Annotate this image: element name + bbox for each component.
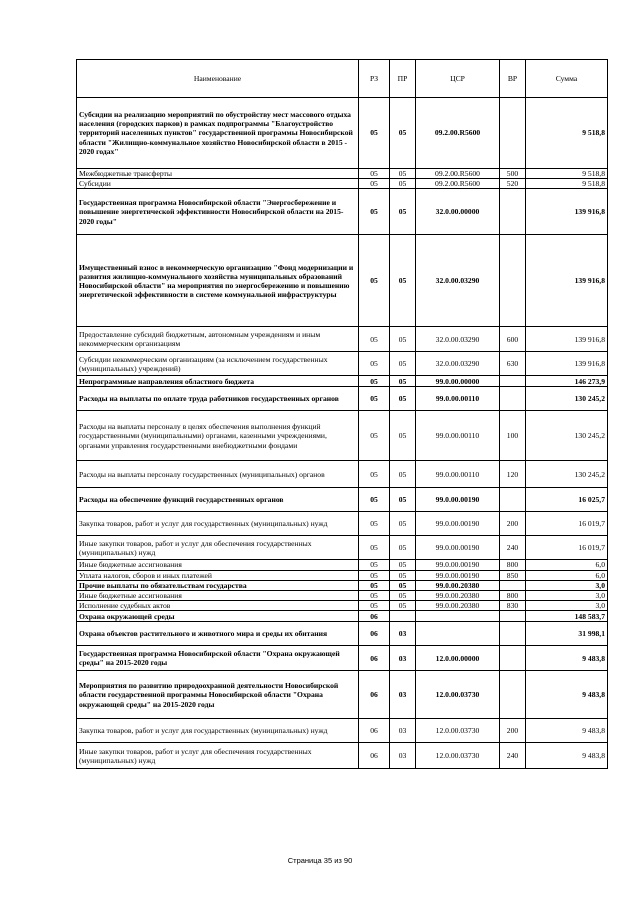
cell-csr: 32.0.00.03290 xyxy=(416,327,500,352)
cell-csr: 12.0.00.03730 xyxy=(416,743,500,769)
cell-csr: 99.0.00.00190 xyxy=(416,560,500,570)
cell-sum: 3,0 xyxy=(526,601,608,611)
table-row xyxy=(77,169,608,179)
cell-sum: 9 483,8 xyxy=(526,719,608,743)
cell-rz: 05 xyxy=(359,591,390,601)
header-pr: ПР xyxy=(390,60,416,98)
cell-sum: 9 518,8 xyxy=(526,179,608,189)
cell-name: Субсидии xyxy=(77,179,359,189)
table-row xyxy=(77,719,608,743)
cell-vr: 830 xyxy=(500,601,526,611)
cell-csr: 32.0.00.03290 xyxy=(416,235,500,327)
cell-name: Расходы на обеспечение функций государственных органов xyxy=(77,488,359,512)
cell-csr xyxy=(416,611,500,622)
table-row xyxy=(77,488,608,512)
cell-rz: 05 xyxy=(359,387,390,411)
cell-rz: 05 xyxy=(359,601,390,611)
cell-vr xyxy=(500,488,526,512)
cell-pr xyxy=(390,611,416,622)
cell-csr: 09.2.00.R5600 xyxy=(416,179,500,189)
cell-name: Субсидии на реализацию мероприятий по обустройству мест массового отдыха населения (городских парков) в рамках подпрограммы "Благоустройство территорий населенных пунктов" государственной программы Новосибирской области "Жилищно-коммунальное хозяйство Новосибирской области в 2015 - 2020 годах" xyxy=(77,98,359,169)
cell-csr: 99.0.00.00110 xyxy=(416,411,500,461)
cell-sum: 148 583,7 xyxy=(526,611,608,622)
table-body xyxy=(77,98,608,769)
cell-rz: 06 xyxy=(359,646,390,671)
cell-vr: 200 xyxy=(500,512,526,536)
table-row xyxy=(77,570,608,580)
cell-sum: 6,0 xyxy=(526,560,608,570)
table-row xyxy=(77,591,608,601)
table-row xyxy=(77,512,608,536)
budget-table xyxy=(76,59,608,769)
cell-sum: 6,0 xyxy=(526,570,608,580)
cell-sum: 31 998,1 xyxy=(526,622,608,646)
cell-sum: 9 518,8 xyxy=(526,169,608,179)
cell-pr: 05 xyxy=(390,169,416,179)
cell-pr: 05 xyxy=(390,327,416,352)
cell-rz: 05 xyxy=(359,352,390,376)
cell-vr xyxy=(500,622,526,646)
cell-vr xyxy=(500,646,526,671)
cell-csr: 09.2.00.R5600 xyxy=(416,169,500,179)
cell-vr xyxy=(500,387,526,411)
cell-name: Государственная программа Новосибирской области "Охрана окружающей среды" на 2015-2020 годы xyxy=(77,646,359,671)
table-row xyxy=(77,743,608,769)
cell-rz: 06 xyxy=(359,671,390,719)
cell-rz: 05 xyxy=(359,461,390,488)
cell-rz: 05 xyxy=(359,488,390,512)
cell-pr: 05 xyxy=(390,536,416,560)
header-sum: Сумма xyxy=(526,60,608,98)
cell-name: Иные бюджетные ассигнования xyxy=(77,560,359,570)
cell-vr xyxy=(500,671,526,719)
table-row xyxy=(77,671,608,719)
cell-pr: 05 xyxy=(390,570,416,580)
cell-vr: 500 xyxy=(500,169,526,179)
cell-pr: 05 xyxy=(390,580,416,590)
cell-rz: 05 xyxy=(359,411,390,461)
cell-pr: 03 xyxy=(390,622,416,646)
table-row xyxy=(77,327,608,352)
cell-csr: 99.0.00.00110 xyxy=(416,387,500,411)
cell-csr: 99.0.00.00110 xyxy=(416,461,500,488)
cell-vr: 100 xyxy=(500,411,526,461)
cell-sum: 16 019,7 xyxy=(526,512,608,536)
cell-name: Иные бюджетные ассигнования xyxy=(77,591,359,601)
table-row xyxy=(77,601,608,611)
cell-sum: 139 916,8 xyxy=(526,327,608,352)
cell-vr: 630 xyxy=(500,352,526,376)
table-header-row xyxy=(77,60,608,98)
cell-vr xyxy=(500,235,526,327)
cell-sum: 9 518,8 xyxy=(526,98,608,169)
header-csr: ЦСР xyxy=(416,60,500,98)
cell-csr: 99.0.00.20380 xyxy=(416,580,500,590)
cell-pr: 03 xyxy=(390,671,416,719)
cell-pr: 03 xyxy=(390,743,416,769)
cell-vr xyxy=(500,580,526,590)
cell-name: Иные закупки товаров, работ и услуг для обеспечения государственных (муниципальных) нужд xyxy=(77,536,359,560)
cell-name: Расходы на выплаты персоналу в целях обеспечения выполнения функций государственными (муниципальными) органами, казенными учреждениями, органами управления государственными внебюджетными фондами xyxy=(77,411,359,461)
cell-csr: 12.0.00.03730 xyxy=(416,671,500,719)
cell-rz: 06 xyxy=(359,743,390,769)
cell-name: Исполнение судебных актов xyxy=(77,601,359,611)
cell-csr: 99.0.00.20380 xyxy=(416,591,500,601)
table-row xyxy=(77,646,608,671)
cell-sum: 9 483,8 xyxy=(526,671,608,719)
cell-vr xyxy=(500,611,526,622)
cell-csr: 32.0.00.00000 xyxy=(416,189,500,235)
cell-name: Расходы на выплаты персоналу государственных (муниципальных) органов xyxy=(77,461,359,488)
cell-pr: 05 xyxy=(390,352,416,376)
cell-sum: 9 483,8 xyxy=(526,743,608,769)
cell-pr: 05 xyxy=(390,235,416,327)
cell-sum: 16 025,7 xyxy=(526,488,608,512)
cell-rz: 05 xyxy=(359,536,390,560)
cell-pr: 05 xyxy=(390,560,416,570)
cell-rz: 05 xyxy=(359,189,390,235)
header-vr: ВР xyxy=(500,60,526,98)
cell-pr: 05 xyxy=(390,376,416,387)
cell-sum: 3,0 xyxy=(526,580,608,590)
cell-pr: 05 xyxy=(390,179,416,189)
table-row xyxy=(77,387,608,411)
table-row xyxy=(77,580,608,590)
cell-sum: 130 245,2 xyxy=(526,411,608,461)
cell-csr: 32.0.00.03290 xyxy=(416,352,500,376)
cell-rz: 06 xyxy=(359,622,390,646)
cell-rz: 06 xyxy=(359,611,390,622)
cell-csr: 09.2.00.R5600 xyxy=(416,98,500,169)
table-row xyxy=(77,622,608,646)
cell-vr xyxy=(500,189,526,235)
cell-csr: 99.0.00.00190 xyxy=(416,536,500,560)
cell-rz: 05 xyxy=(359,376,390,387)
cell-name: Охрана объектов растительного и животного мира и среды их обитания xyxy=(77,622,359,646)
cell-name: Уплата налогов, сборов и иных платежей xyxy=(77,570,359,580)
cell-pr: 05 xyxy=(390,512,416,536)
table-row xyxy=(77,376,608,387)
table-row xyxy=(77,560,608,570)
cell-name: Охрана окружающей среды xyxy=(77,611,359,622)
cell-name: Иные закупки товаров, работ и услуг для обеспечения государственных (муниципальных) нужд xyxy=(77,743,359,769)
cell-name: Государственная программа Новосибирской области "Энергосбережение и повышение энергетической эффективности Новосибирской области на 2015- 2020 годы" xyxy=(77,189,359,235)
table-row xyxy=(77,536,608,560)
cell-name: Закупка товаров, работ и услуг для государственных (муниципальных) нужд xyxy=(77,719,359,743)
cell-vr: 240 xyxy=(500,536,526,560)
cell-csr: 99.0.00.00000 xyxy=(416,376,500,387)
cell-sum: 139 916,8 xyxy=(526,189,608,235)
cell-vr: 240 xyxy=(500,743,526,769)
cell-pr: 05 xyxy=(390,98,416,169)
cell-name: Мероприятия по развитию природоохранной деятельности Новосибирской области государственной программы Новосибирской области "Охрана окружающей среды" на 2015-2020 годы xyxy=(77,671,359,719)
cell-rz: 05 xyxy=(359,235,390,327)
page-number: Страница 35 из 90 xyxy=(287,856,353,865)
cell-pr: 03 xyxy=(390,719,416,743)
table-row xyxy=(77,611,608,622)
cell-name: Субсидии некоммерческим организациям (за исключением государственных (муниципальных) учреждений) xyxy=(77,352,359,376)
cell-vr: 120 xyxy=(500,461,526,488)
cell-name: Закупка товаров, работ и услуг для государственных (муниципальных) нужд xyxy=(77,512,359,536)
cell-rz: 05 xyxy=(359,580,390,590)
cell-sum: 139 916,8 xyxy=(526,235,608,327)
cell-pr: 05 xyxy=(390,461,416,488)
cell-vr: 850 xyxy=(500,570,526,580)
cell-sum: 130 245,2 xyxy=(526,461,608,488)
cell-csr: 99.0.00.00190 xyxy=(416,570,500,580)
cell-csr: 12.0.00.00000 xyxy=(416,646,500,671)
cell-rz: 05 xyxy=(359,560,390,570)
cell-name: Межбюджетные трансферты xyxy=(77,169,359,179)
cell-csr xyxy=(416,622,500,646)
cell-sum: 16 019,7 xyxy=(526,536,608,560)
header-name: Наименование xyxy=(77,60,359,98)
cell-rz: 05 xyxy=(359,327,390,352)
cell-pr: 05 xyxy=(390,488,416,512)
table-row xyxy=(77,411,608,461)
cell-rz: 05 xyxy=(359,169,390,179)
cell-rz: 05 xyxy=(359,179,390,189)
cell-pr: 05 xyxy=(390,411,416,461)
table-row xyxy=(77,189,608,235)
cell-sum: 139 916,8 xyxy=(526,352,608,376)
cell-rz: 05 xyxy=(359,98,390,169)
cell-name: Имущественный взнос в некоммерческую организацию "Фонд модернизации и развития жилищно-коммунального хозяйства муниципальных образований Новосибирской области" на мероприятия по энергосбережению и повышению энергетической эффективности в системе коммунальной инфраструктуры xyxy=(77,235,359,327)
cell-csr: 99.0.00.20380 xyxy=(416,601,500,611)
cell-name: Расходы на выплаты по оплате труда работников государственных органов xyxy=(77,387,359,411)
cell-csr: 99.0.00.00190 xyxy=(416,488,500,512)
cell-vr xyxy=(500,376,526,387)
table-row xyxy=(77,98,608,169)
cell-name: Прочие выплаты по обязательствам государства xyxy=(77,580,359,590)
cell-sum: 9 483,8 xyxy=(526,646,608,671)
cell-pr: 05 xyxy=(390,591,416,601)
cell-rz: 06 xyxy=(359,719,390,743)
header-rz: РЗ xyxy=(359,60,390,98)
cell-vr: 200 xyxy=(500,719,526,743)
cell-vr: 800 xyxy=(500,560,526,570)
cell-sum: 130 245,2 xyxy=(526,387,608,411)
cell-vr: 520 xyxy=(500,179,526,189)
cell-rz: 05 xyxy=(359,570,390,580)
table-row xyxy=(77,352,608,376)
cell-pr: 05 xyxy=(390,601,416,611)
cell-csr: 99.0.00.00190 xyxy=(416,512,500,536)
cell-name: Предоставление субсидий бюджетным, автономным учреждениям и иным некоммерческим организациям xyxy=(77,327,359,352)
table-row xyxy=(77,461,608,488)
cell-sum: 146 273,9 xyxy=(526,376,608,387)
cell-pr: 03 xyxy=(390,646,416,671)
cell-pr: 05 xyxy=(390,189,416,235)
cell-vr xyxy=(500,98,526,169)
cell-name: Непрограммные направления областного бюджета xyxy=(77,376,359,387)
table-row xyxy=(77,235,608,327)
cell-pr: 05 xyxy=(390,387,416,411)
cell-vr: 600 xyxy=(500,327,526,352)
cell-vr: 800 xyxy=(500,591,526,601)
cell-rz: 05 xyxy=(359,512,390,536)
table-row xyxy=(77,179,608,189)
cell-sum: 3,0 xyxy=(526,591,608,601)
cell-csr: 12.0.00.03730 xyxy=(416,719,500,743)
